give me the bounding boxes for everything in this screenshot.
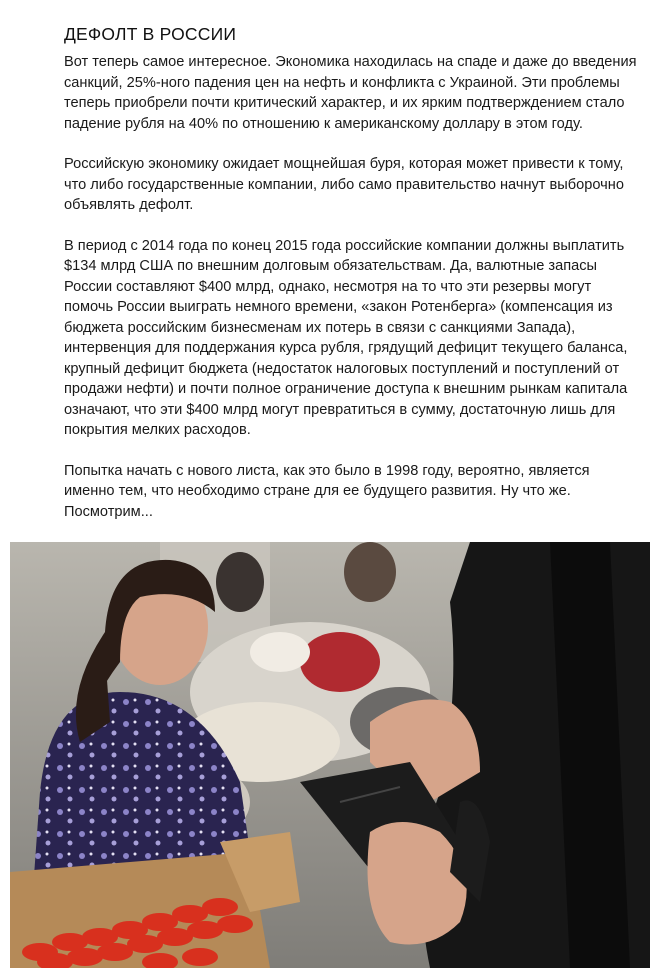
market-scene-illustration [10, 542, 650, 968]
background-person-head [216, 552, 264, 612]
paragraph-3: В период с 2014 года по конец 2015 года российские компании должны выплатить $134 млрд США по внешним долговым обязательствам. Да, валютные запасы России составляют $400 млрд, однако, несмотря на то что эти резервы могут помочь России выиграть немного времени, «закон Ротенберга» (компенсация из бюджета российским бизнесменам их потерь в связи с санкциями Запада), интервенция для поддержания курса рубля, грядущий дефицит текущего баланса, крупный дефицит бюджета (недостаток налоговых поступлений и поступлений от продажи нефти) и почти полное ограничение доступа к внешним рынкам капитала означают, что эти $400 млрд могут превратиться в сумму, достаточную лишь для покрытия мелких расходов. [64, 237, 628, 438]
article-photo [10, 542, 650, 968]
paragraph-4: Попытка начать с нового листа, как это было в 1998 году, вероятно, является именно тем, что необходимо стране для ее будущего развития. Ну что же. Посмотрим... [64, 462, 590, 520]
red-garment [300, 632, 380, 692]
paragraph-1: Вот теперь самое интересное. Экономика находилась на спаде и даже до введения санкций, 25%-ного падения цен на нефть и конфликта с Украиной. Эти проблемы теперь приобрели почти критический характер, и их ярким подтверждением стало падение рубля на 40% по отношению к американскому доллару в этом году. [64, 54, 637, 132]
article-heading: ДЕФОЛТ В РОССИИ [64, 24, 237, 44]
article-body [64, 52, 644, 542]
paragraph-2: Российскую экономику ожидает мощнейшая буря, которая может привести к тому, что либо государственные компании, либо само правительство начнут выборочно объявлять дефолт. [64, 156, 624, 213]
